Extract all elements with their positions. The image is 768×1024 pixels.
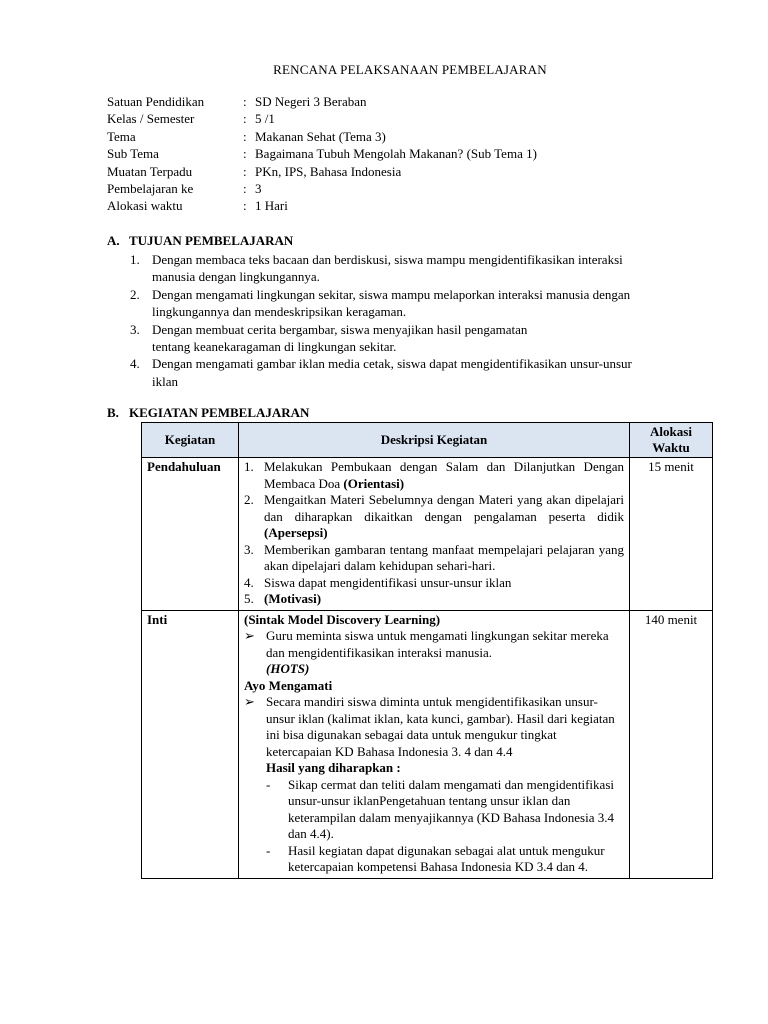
list-item	[244, 628, 624, 678]
info-value: 1 Hari	[255, 198, 288, 214]
model-heading: (Sintak Model Discovery Learning)	[244, 611, 441, 627]
item-number: 5.	[244, 591, 254, 606]
item-text	[264, 575, 624, 592]
item-body: Memberikan gambaran tentang manfaat mempelajari pelajaran yang akan dipelajari dalam kehidupan sehari-hari.	[264, 541, 624, 573]
list-item	[244, 777, 624, 843]
list-item	[244, 542, 624, 575]
activity-description	[239, 458, 630, 611]
objectives-list	[130, 251, 720, 390]
item-line: iklan	[152, 373, 178, 389]
activity-name: Pendahuluan	[142, 458, 239, 611]
item-text	[264, 459, 624, 492]
dash-bullet-icon: -	[266, 776, 271, 792]
info-row-satuan	[107, 93, 537, 110]
section-heading-tujuan	[107, 233, 293, 249]
section-letter: B.	[107, 405, 119, 420]
list-item	[244, 492, 624, 542]
activity-description	[239, 610, 630, 878]
info-colon: :	[243, 128, 247, 144]
info-colon: :	[243, 94, 247, 109]
item-number: 2.	[244, 492, 254, 507]
item-number: 2.	[130, 286, 140, 302]
info-row-subtema	[107, 145, 537, 162]
item-body: Melakukan Pembukaan dengan Salam dan Dilanjutkan Dengan Membaca Doa	[264, 459, 624, 491]
table-header-row	[142, 423, 713, 458]
arrow-bullet-icon: ➢	[244, 694, 255, 709]
section-title: TUJUAN PEMBELAJARAN	[129, 233, 294, 248]
info-label: Tema	[107, 128, 136, 144]
item-line: lingkungannya dan mendeskripsikan keragaman.	[152, 304, 407, 320]
hots-tag: (HOTS)	[266, 661, 310, 676]
info-value: 5 /1	[255, 111, 275, 127]
activity-name: Inti	[142, 610, 239, 878]
activity-table	[141, 422, 713, 879]
item-line: tentang keanekaragaman di lingkungan sekitar.	[152, 339, 397, 355]
info-colon: :	[243, 198, 247, 214]
item-text	[152, 321, 720, 356]
info-value: 3	[255, 180, 262, 196]
info-colon: :	[243, 146, 247, 162]
info-row-pembelajaran	[107, 180, 537, 197]
info-value: Makanan Sehat (Tema 3)	[255, 128, 386, 144]
item-number: 3.	[244, 541, 254, 557]
item-number: 3.	[130, 321, 140, 337]
dash-bullet-icon: -	[266, 842, 271, 858]
list-item	[244, 459, 624, 492]
arrow-bullet-icon: ➢	[244, 628, 255, 643]
activity-time: 140 menit	[630, 610, 713, 878]
item-text: Secara mandiri siswa diminta untuk mengidentifikasikan unsur-unsur iklan (kalimat iklan, kata kunci, gambar). Hasil dari kegiatan ini bisa digunakan sebagai data untuk mengukur tingkat ketercapaian KD Bahasa Indonesia 3. 4 dan 4.4	[266, 694, 615, 759]
item-line: Dengan mengamati lingkungan sekitar, siswa mampu melaporkan interaksi manusia dengan	[152, 286, 631, 302]
info-row-alokasi	[107, 197, 537, 214]
info-value: Bagaimana Tubuh Mengolah Makanan? (Sub Tema 1)	[255, 146, 537, 162]
info-colon: :	[243, 163, 247, 179]
item-tag: (Motivasi)	[264, 591, 322, 606]
info-colon: :	[243, 111, 247, 127]
section-heading-kegiatan	[107, 405, 309, 421]
item-line: Dengan membaca teks bacaan dan berdiskusi, siswa mampu mengidentifikasikan interaksi	[152, 252, 623, 267]
info-row-muatan	[107, 163, 537, 180]
item-text	[264, 591, 624, 608]
list-item	[244, 694, 624, 760]
list-item	[130, 286, 720, 321]
item-body: Mengaitkan Materi Sebelumnya dengan Materi yang akan dipelajari dan diharapkan dikaitkan dengan pengalaman peserta didik	[264, 492, 624, 524]
item-body: Guru meminta siswa untuk mengamati lingkungan sekitar mereka dan mengidentifikasikan interaksi manusia.	[266, 628, 609, 660]
info-label: Kelas / Semester	[107, 111, 195, 127]
item-number: 1.	[130, 252, 140, 267]
table-row	[142, 610, 713, 878]
item-number: 1.	[244, 459, 254, 474]
activity-time: 15 menit	[630, 458, 713, 611]
item-line: Dengan mengamati gambar iklan media cetak, siswa dapat mengidentifikasikan unsur-unsur	[152, 356, 632, 372]
column-header-kegiatan: Kegiatan	[142, 423, 239, 458]
hasil-heading: Hasil yang diharapkan :	[266, 760, 401, 775]
item-tag: (Orientasi)	[343, 475, 405, 491]
column-header-alokasi: Alokasi Waktu	[630, 423, 713, 458]
identity-block	[107, 93, 537, 215]
item-text: Sikap cermat dan teliti dalam mengamati dan mengidentifikasi unsur-unsur iklanPengetahuan tentang unsur iklan dan keterampilan dalam menyajikannya (KD Bahasa Indonesia 3.4 dan 4.4).	[288, 776, 614, 841]
info-row-tema	[107, 128, 537, 145]
document-title: RENCANA PELAKSANAAN PEMBELAJARAN	[273, 62, 547, 77]
section-title: KEGIATAN PEMBELAJARAN	[129, 405, 310, 420]
info-label: Pembelajaran ke	[107, 180, 194, 196]
list-item	[130, 321, 720, 356]
info-colon: :	[243, 180, 247, 196]
ayo-mengamati-heading: Ayo Mengamati	[244, 677, 333, 693]
item-text: Hasil kegiatan dapat digunakan sebagai alat untuk mengukur ketercapaian kompetensi Bahasa Indonesia KD 3.4 dan 4.	[288, 842, 605, 874]
info-label: Muatan Terpadu	[107, 163, 193, 179]
item-text	[152, 251, 720, 286]
section-letter: A.	[107, 233, 120, 248]
info-label: Satuan Pendidikan	[107, 94, 205, 109]
item-number: 4.	[244, 574, 254, 590]
item-body: Siswa dapat mengidentifikasi unsur-unsur iklan	[264, 574, 512, 590]
table-row	[142, 458, 713, 611]
item-text	[266, 628, 624, 678]
item-text	[264, 492, 624, 542]
list-item	[244, 843, 624, 876]
item-text	[152, 355, 720, 390]
item-text	[152, 286, 720, 321]
info-label: Sub Tema	[107, 146, 159, 162]
item-line: manusia dengan lingkungannya.	[152, 269, 320, 285]
item-line: Dengan membuat cerita bergambar, siswa menyajikan hasil pengamatan	[152, 321, 528, 337]
item-number: 4.	[130, 356, 140, 372]
list-item	[130, 251, 720, 286]
list-item	[244, 591, 624, 608]
item-text	[264, 542, 624, 575]
info-label: Alokasi waktu	[107, 198, 183, 214]
info-value: SD Negeri 3 Beraban	[255, 94, 367, 109]
info-value: PKn, IPS, Bahasa Indonesia	[255, 163, 402, 179]
list-item	[130, 355, 720, 390]
column-header-deskripsi: Deskripsi Kegiatan	[239, 423, 630, 458]
item-tag: (Apersepsi)	[264, 525, 328, 540]
pendahuluan-steps	[244, 459, 624, 608]
info-row-kelas	[107, 110, 537, 127]
list-item	[244, 575, 624, 592]
